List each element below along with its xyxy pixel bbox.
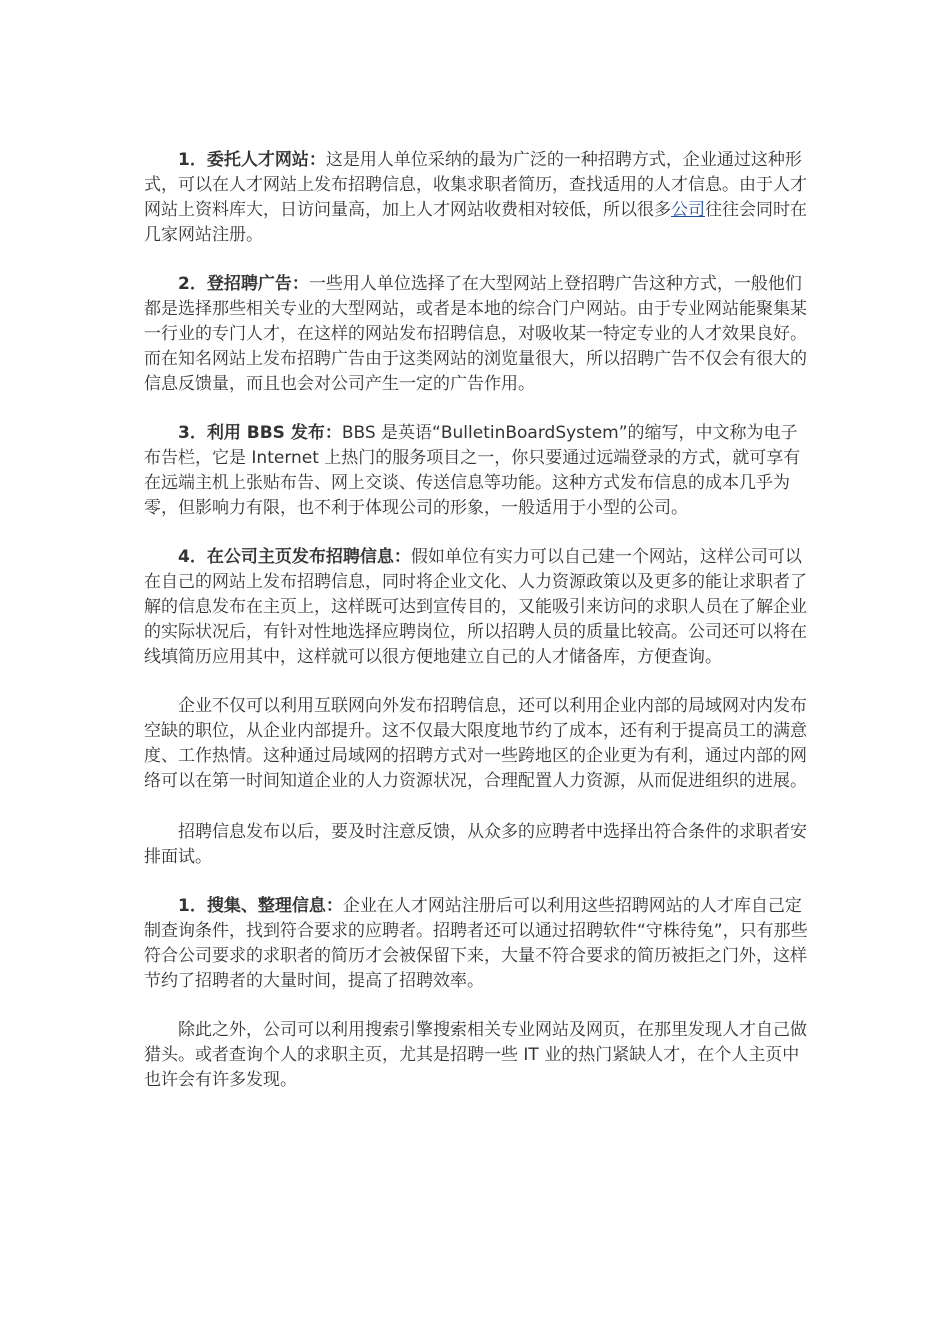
paragraph-lead: 4．在公司主页发布招聘信息：: [178, 547, 411, 567]
company-link[interactable]: 公司: [671, 200, 705, 220]
paragraph-lead: 3．利用 BBS 发布：: [178, 423, 342, 443]
paragraph-bbs: [144, 421, 808, 521]
paragraph-lead: 1．委托人才网站：: [178, 150, 326, 170]
paragraph-entrust-talent-site: [144, 148, 808, 248]
paragraph-feedback: [144, 820, 808, 870]
paragraph-text: 招聘信息发布以后，要及时注意反馈，从众多的应聘者中选择出符合条件的求职者安排面试。: [144, 822, 807, 867]
paragraph-intranet: [144, 694, 808, 794]
document-page: [144, 148, 808, 1093]
paragraph-text: 往往会同时在几家网站注册。: [144, 200, 807, 245]
paragraph-text: 一些用人单位选择了在大型网站上登招聘广告这种方式，一般他们都是选择那些相关专业的大型网站，或者是本地的综合门户网站。由于专业网站能聚集某一行业的专门人才，在这样的网站发布招聘信息，对吸收某一特定专业的人才效果良好。而在知名网站上发布招聘广告由于这类网站的浏览量很大，所以招聘广告不仅会有很大的信息反馈量，而且也会对公司产生一定的广告作用。: [144, 274, 807, 394]
paragraph-lead: 2．登招聘广告：: [178, 274, 309, 294]
paragraph-text: BBS 是英语“BulletinBoardSystem”的缩写，中文称为电子布告栏，它是 Internet 上热门的服务项目之一，你只要通过远端登录的方式，就可享有在远端主机上张贴布告、网上交谈、传送信息等功能。这种方式发布信息的成本几乎为零，但影响力有限，也不利于体现公司的形象，一般适用于小型的公司。: [144, 423, 801, 518]
paragraph-text: 企业不仅可以利用互联网向外发布招聘信息，还可以利用企业内部的局域网对内发布空缺的职位，从企业内部提升。这不仅最大限度地节约了成本，还有利于提高员工的满意度、工作热情。这种通过局域网的招聘方式对一些跨地区的企业更为有利，通过内部的网络可以在第一时间知道企业的人力资源状况，合理配置人力资源，从而促进组织的进展。: [144, 696, 807, 791]
paragraph-company-homepage: [144, 545, 808, 670]
paragraph-lead: 1．搜集、整理信息：: [178, 896, 343, 916]
paragraph-text: 除此之外，公司可以利用搜索引擎搜索相关专业网站及网页，在那里发现人才自己做猎头。或者查询个人的求职主页，尤其是招聘一些 IT 业的热门紧缺人才，在个人主页中也许会有许多发现。: [144, 1020, 807, 1090]
paragraph-search-engine: [144, 1018, 808, 1093]
paragraph-collect-info: [144, 894, 808, 994]
paragraph-text: 企业在人才网站注册后可以利用这些招聘网站的人才库自己定制查询条件，找到符合要求的应聘者。招聘者还可以通过招聘软件“守株待兔”，只有那些符合公司要求的求职者的简历才会被保留下来，大量不符合要求的简历被拒之门外，这样节约了招聘者的大量时间，提高了招聘效率。: [144, 896, 808, 991]
paragraph-recruitment-ads: [144, 272, 808, 397]
paragraph-text: 假如单位有实力可以自己建一个网站，这样公司可以在自己的网站上发布招聘信息，同时将企业文化、人力资源政策以及更多的能让求职者了解的信息发布在主页上，这样既可达到宣传目的，又能吸引来访问的求职人员在了解企业的实际状况后，有针对性地选择应聘岗位，所以招聘人员的质量比较高。公司还可以将在线填简历应用其中，这样就可以很方便地建立自己的人才储备库，方便查询。: [144, 547, 807, 667]
paragraph-text: 这是用人单位采纳的最为广泛的一种招聘方式，企业通过这种形式，可以在人才网站上发布招聘信息，收集求职者简历，查找适用的人才信息。由于人才网站上资料库大，日访问量高，加上人才网站收费相对较低，所以很多: [144, 150, 807, 220]
